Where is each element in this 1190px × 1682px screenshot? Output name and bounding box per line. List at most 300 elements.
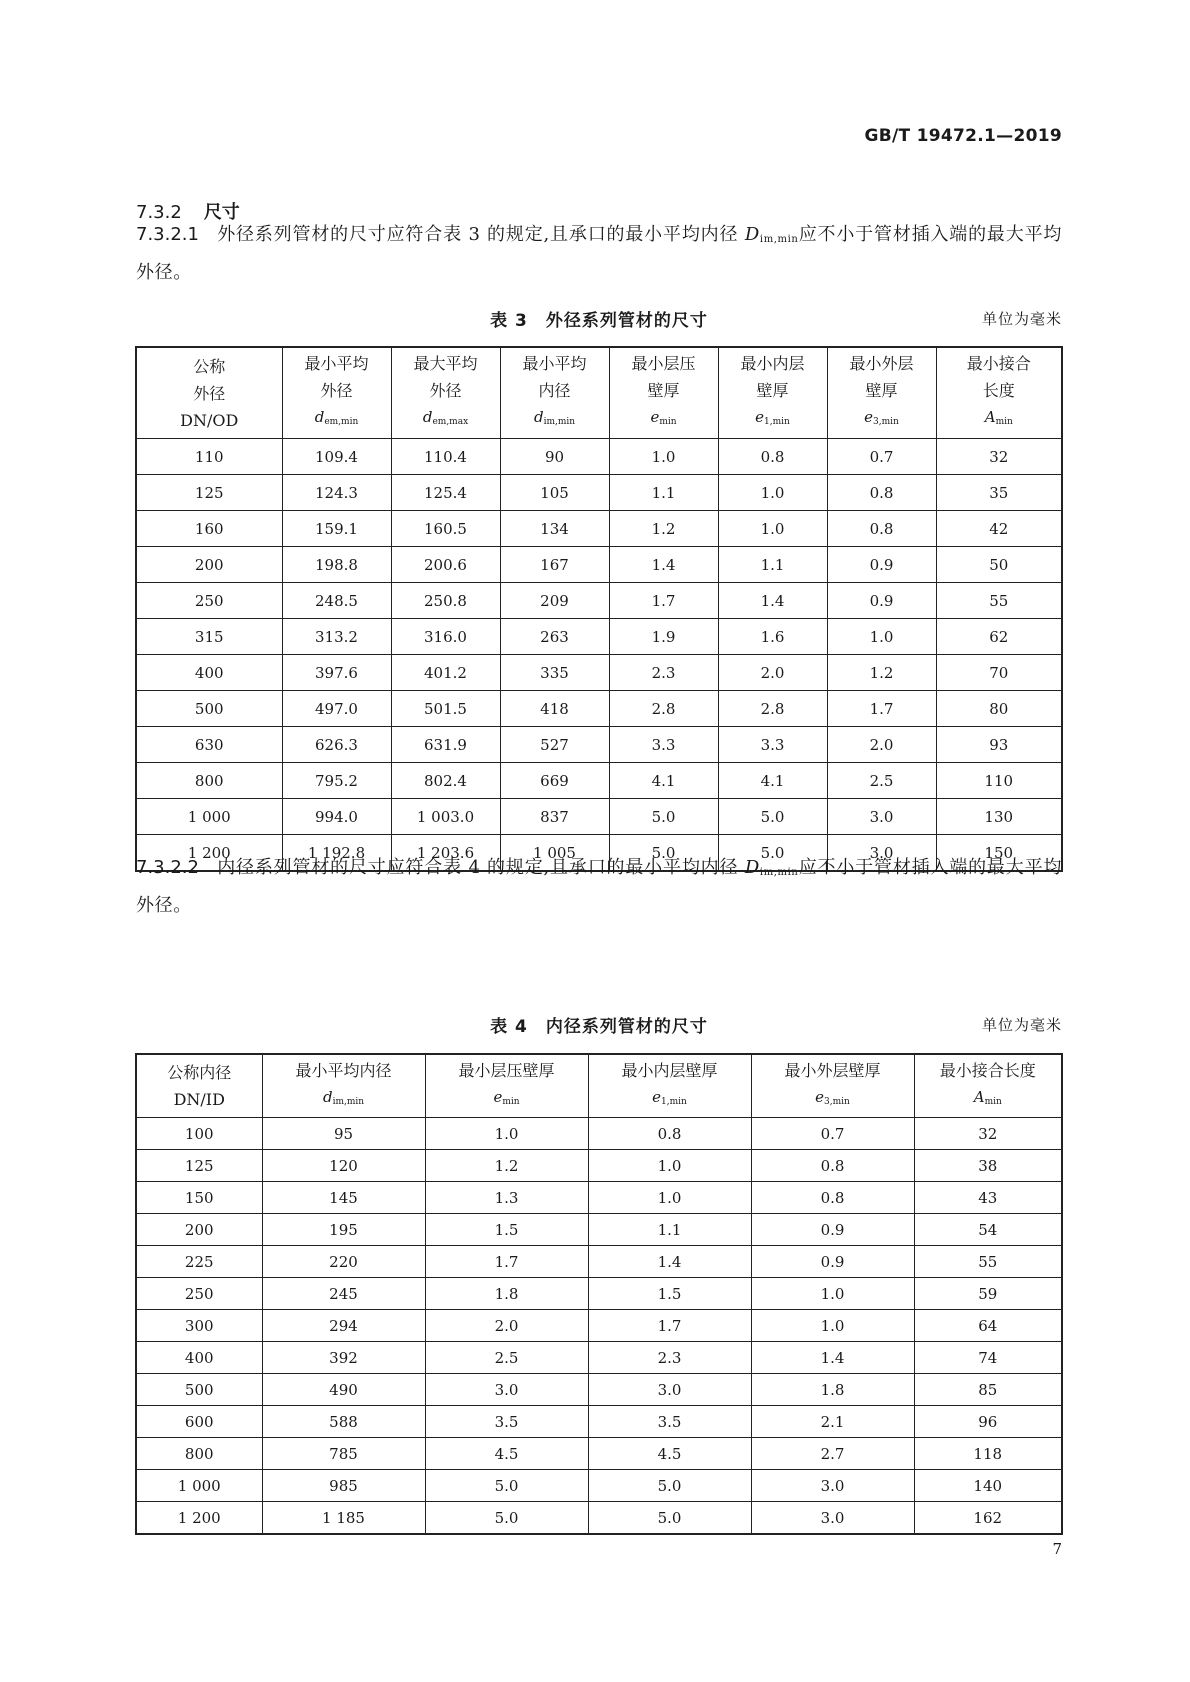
table-cell: 1 003.0 <box>391 799 500 835</box>
table-cell: 1 192.8 <box>282 835 391 872</box>
header-symbol <box>283 404 391 436</box>
symbol: d <box>533 408 544 426</box>
table-cell: 4.5 <box>425 1438 588 1470</box>
table-cell: 95 <box>262 1118 425 1150</box>
table3-unit: 单位为毫米 <box>981 310 1062 328</box>
symbol: d <box>422 408 433 426</box>
table-cell: 3.0 <box>827 835 936 872</box>
table-cell: 125 <box>136 1150 262 1182</box>
table-cell: 134 <box>500 511 609 547</box>
table-cell: 1.0 <box>751 1310 914 1342</box>
table-cell: 130 <box>936 799 1062 835</box>
table-cell: 1.0 <box>827 619 936 655</box>
header-label: 最小层压壁厚 <box>458 1060 555 1080</box>
paragraph-text-before: 内径系列管材的尺寸应符合表 4 的规定,且承口的最小平均内径 <box>216 857 745 878</box>
table-row <box>136 1406 1062 1438</box>
header-label: 长度 <box>982 381 1015 400</box>
symbol-subscript: min <box>502 1096 520 1107</box>
table-cell: 1.7 <box>609 583 718 619</box>
paragraph-text-after: 应不小于管材插入端的最大平均外径。 <box>136 857 1063 916</box>
header-label: 最小外层壁厚 <box>784 1060 881 1080</box>
table-cell: 5.0 <box>718 835 827 872</box>
table-cell: 1.7 <box>827 691 936 727</box>
table-row <box>136 1342 1062 1374</box>
symbol-subscript: im,min <box>543 417 576 427</box>
table-cell: 313.2 <box>282 619 391 655</box>
header-symbol <box>828 404 936 436</box>
table3-header-cell <box>282 347 391 439</box>
table-cell: 125 <box>136 475 282 511</box>
table-cell: 1 185 <box>262 1502 425 1535</box>
table-cell: 1.0 <box>751 1278 914 1310</box>
table-cell: 0.8 <box>588 1118 751 1150</box>
symbol-subscript: 3,min <box>873 417 899 427</box>
table-cell: 140 <box>914 1470 1062 1502</box>
table4-header-row <box>136 1054 1062 1118</box>
table3-body <box>136 439 1062 872</box>
table-row <box>136 691 1062 727</box>
table-cell: 1.0 <box>718 511 827 547</box>
table-cell: 80 <box>936 691 1062 727</box>
page-number: 7 <box>1052 1540 1062 1558</box>
table-cell: 418 <box>500 691 609 727</box>
table-cell: 4.1 <box>609 763 718 799</box>
table-cell: 316.0 <box>391 619 500 655</box>
table-cell: 118 <box>914 1438 1062 1470</box>
symbol: A <box>973 1087 985 1106</box>
header-label: 最小内层 <box>740 354 805 373</box>
table3-header-row <box>136 347 1062 439</box>
header-label: 最大平均 <box>413 354 478 373</box>
table-cell: 32 <box>914 1118 1062 1150</box>
table-row <box>136 511 1062 547</box>
header-label: 公称 <box>193 356 226 376</box>
header-symbol <box>501 404 609 436</box>
table-cell: 3.0 <box>588 1374 751 1406</box>
header-label: 最小平均内径 <box>295 1060 392 1080</box>
table-cell: 795.2 <box>282 763 391 799</box>
table-cell: 3.3 <box>718 727 827 763</box>
table-cell: 294 <box>262 1310 425 1342</box>
table-cell: 250 <box>136 583 282 619</box>
table-cell: 631.9 <box>391 727 500 763</box>
symbol: D <box>744 224 760 245</box>
table-cell: 2.5 <box>827 763 936 799</box>
table3-header-cell <box>136 347 282 439</box>
table-cell: 4.1 <box>718 763 827 799</box>
table-cell: 0.7 <box>827 439 936 475</box>
header-symbol <box>719 404 827 436</box>
table-cell: 1.0 <box>425 1118 588 1150</box>
table-cell: 200 <box>136 1214 262 1246</box>
table-cell: 32 <box>936 439 1062 475</box>
table-cell: 93 <box>936 727 1062 763</box>
paragraph-number: 7.3.2.2 <box>136 857 199 878</box>
table-cell: 0.8 <box>718 439 827 475</box>
table-cell: 3.0 <box>751 1470 914 1502</box>
table4-caption-row <box>136 1012 1062 1036</box>
table-cell: 159.1 <box>282 511 391 547</box>
table-cell: 1.0 <box>609 439 718 475</box>
table-cell: 588 <box>262 1406 425 1438</box>
table4 <box>135 1053 1063 1535</box>
symbol-subscript: im,min <box>759 234 799 245</box>
symbol-subscript: em,min <box>324 417 359 427</box>
symbol: A <box>984 408 996 426</box>
table-cell: 198.8 <box>282 547 391 583</box>
table-cell: 401.2 <box>391 655 500 691</box>
table-cell: 626.3 <box>282 727 391 763</box>
table-cell: 800 <box>136 1438 262 1470</box>
symbol: e <box>815 1087 825 1106</box>
symbol: D <box>744 857 760 878</box>
table-cell: 209 <box>500 583 609 619</box>
table-cell: 1.1 <box>718 547 827 583</box>
table-cell: 2.0 <box>827 727 936 763</box>
table-cell: 1 200 <box>136 835 282 872</box>
table-cell: 1.1 <box>609 475 718 511</box>
table-cell: 55 <box>936 583 1062 619</box>
table-cell: 800 <box>136 763 282 799</box>
paragraph-text-after: 应不小于管材插入端的最大平均外径。 <box>136 224 1063 283</box>
table-row <box>136 655 1062 691</box>
table4-header-cell <box>136 1054 262 1118</box>
symbol-subscript: 3,min <box>824 1096 850 1107</box>
symbol: d <box>322 1087 333 1106</box>
header-label: 最小内层壁厚 <box>621 1060 718 1080</box>
symbol-subscript: im,min <box>759 867 799 878</box>
table-cell: 1.4 <box>609 547 718 583</box>
table-cell: 497.0 <box>282 691 391 727</box>
table-cell: 1 203.6 <box>391 835 500 872</box>
table-cell: 5.0 <box>609 835 718 872</box>
table3-header-cell <box>827 347 936 439</box>
table-cell: 1.4 <box>751 1342 914 1374</box>
table-row <box>136 727 1062 763</box>
table-cell: 200 <box>136 547 282 583</box>
table-row <box>136 1278 1062 1310</box>
header-symbol <box>752 1084 914 1116</box>
header-label: 壁厚 <box>647 381 680 400</box>
table-cell: 225 <box>136 1246 262 1278</box>
header-label: DN/OD <box>180 410 239 430</box>
table4-unit: 单位为毫米 <box>981 1016 1062 1034</box>
table-row <box>136 1438 1062 1470</box>
table-cell: 1.2 <box>425 1150 588 1182</box>
table-cell: 400 <box>136 1342 262 1374</box>
table-cell: 1.8 <box>425 1278 588 1310</box>
paragraph-number: 7.3.2.1 <box>136 224 199 245</box>
table-cell: 1 005 <box>500 835 609 872</box>
table-cell: 2.0 <box>425 1310 588 1342</box>
table-cell: 837 <box>500 799 609 835</box>
table-cell: 0.7 <box>751 1118 914 1150</box>
table-row <box>136 1502 1062 1535</box>
table-cell: 162 <box>914 1502 1062 1535</box>
table-cell: 42 <box>936 511 1062 547</box>
table-cell: 35 <box>936 475 1062 511</box>
table-cell: 3.0 <box>751 1502 914 1535</box>
table-cell: 4.5 <box>588 1438 751 1470</box>
table-cell: 74 <box>914 1342 1062 1374</box>
table-cell: 54 <box>914 1214 1062 1246</box>
table-cell: 2.8 <box>609 691 718 727</box>
table-cell: 1.2 <box>609 511 718 547</box>
symbol: e <box>755 408 765 426</box>
header-symbol <box>263 1084 425 1116</box>
symbol: e <box>864 408 874 426</box>
header-label: 内径 <box>538 381 571 400</box>
table-cell: 785 <box>262 1438 425 1470</box>
header-label: 壁厚 <box>756 381 789 400</box>
table-cell: 5.0 <box>609 799 718 835</box>
symbol-subscript: 1,min <box>661 1096 687 1107</box>
table-row <box>136 1150 1062 1182</box>
table-cell: 62 <box>936 619 1062 655</box>
table3-header-cell <box>609 347 718 439</box>
table-cell: 985 <box>262 1470 425 1502</box>
table-cell: 110.4 <box>391 439 500 475</box>
table-row <box>136 799 1062 835</box>
table-cell: 55 <box>914 1246 1062 1278</box>
header-symbol <box>426 1084 588 1116</box>
table-cell: 248.5 <box>282 583 391 619</box>
table-cell: 2.8 <box>718 691 827 727</box>
header-label: 最小层压 <box>631 354 696 373</box>
table-cell: 150 <box>936 835 1062 872</box>
symbol: e <box>652 1087 662 1106</box>
table-cell: 1.3 <box>425 1182 588 1214</box>
table-cell: 2.5 <box>425 1342 588 1374</box>
symbol: e <box>650 408 660 426</box>
table-cell: 38 <box>914 1150 1062 1182</box>
table-cell: 1.5 <box>588 1278 751 1310</box>
symbol-subscript: 1,min <box>764 417 790 427</box>
table-cell: 200.6 <box>391 547 500 583</box>
table-row <box>136 1214 1062 1246</box>
paragraph-text-before: 外径系列管材的尺寸应符合表 3 的规定,且承口的最小平均内径 <box>216 224 745 245</box>
table-cell: 1 000 <box>136 799 282 835</box>
table-cell: 527 <box>500 727 609 763</box>
table-cell: 1 000 <box>136 1470 262 1502</box>
table-cell: 1.2 <box>827 655 936 691</box>
table-cell: 96 <box>914 1406 1062 1438</box>
table-cell: 120 <box>262 1150 425 1182</box>
table-cell: 124.3 <box>282 475 391 511</box>
table-cell: 335 <box>500 655 609 691</box>
table-cell: 5.0 <box>425 1470 588 1502</box>
table-cell: 2.3 <box>588 1342 751 1374</box>
table-cell: 1.0 <box>718 475 827 511</box>
table3-header-cell <box>718 347 827 439</box>
standard-number: GB/T 19472.1—2019 <box>864 126 1062 146</box>
table-cell: 392 <box>262 1342 425 1374</box>
paragraph-7-3-2-1 <box>136 218 1062 289</box>
table-cell: 220 <box>262 1246 425 1278</box>
table4-header-cell <box>262 1054 425 1118</box>
table-cell: 2.7 <box>751 1438 914 1470</box>
table-cell: 802.4 <box>391 763 500 799</box>
table3-caption: 表 3 外径系列管材的尺寸 <box>490 311 708 331</box>
table-cell: 100 <box>136 1118 262 1150</box>
header-label: 最小外层 <box>849 354 914 373</box>
table-cell: 1.4 <box>718 583 827 619</box>
table-row <box>136 763 1062 799</box>
table-cell: 0.9 <box>751 1214 914 1246</box>
table-row <box>136 583 1062 619</box>
table-cell: 3.5 <box>588 1406 751 1438</box>
table-cell: 109.4 <box>282 439 391 475</box>
header-label: 最小接合长度 <box>939 1060 1036 1080</box>
table-cell: 490 <box>262 1374 425 1406</box>
table-cell: 0.9 <box>827 583 936 619</box>
table-cell: 125.4 <box>391 475 500 511</box>
table-cell: 64 <box>914 1310 1062 1342</box>
table-cell: 1.0 <box>588 1182 751 1214</box>
header-label: 公称内径 <box>167 1063 232 1082</box>
symbol-subscript: im,min <box>332 1096 365 1107</box>
table-cell: 160 <box>136 511 282 547</box>
table-row <box>136 619 1062 655</box>
table3-caption-row <box>136 306 1062 330</box>
table-cell: 1.7 <box>588 1310 751 1342</box>
table-cell: 160.5 <box>391 511 500 547</box>
table-cell: 2.1 <box>751 1406 914 1438</box>
table-cell: 630 <box>136 727 282 763</box>
table4-header-cell <box>751 1054 914 1118</box>
table-cell: 0.9 <box>751 1246 914 1278</box>
paragraph-7-3-2-2 <box>136 851 1062 922</box>
clause-number: 7.3.2 <box>136 202 182 223</box>
table-cell: 167 <box>500 547 609 583</box>
symbol-subscript: min <box>995 417 1013 427</box>
header-label: 外径 <box>193 383 226 403</box>
table-cell: 1.0 <box>588 1150 751 1182</box>
table4-header-cell <box>425 1054 588 1118</box>
table-cell: 245 <box>262 1278 425 1310</box>
table-cell: 2.0 <box>718 655 827 691</box>
table-cell: 3.0 <box>425 1374 588 1406</box>
table-cell: 90 <box>500 439 609 475</box>
table-cell: 600 <box>136 1406 262 1438</box>
table-row <box>136 439 1062 475</box>
table-cell: 1.4 <box>588 1246 751 1278</box>
header-symbol <box>610 404 718 436</box>
table-cell: 59 <box>914 1278 1062 1310</box>
table-cell: 1.7 <box>425 1246 588 1278</box>
table-cell: 0.8 <box>751 1182 914 1214</box>
table3-header-cell <box>500 347 609 439</box>
header-label: 最小平均 <box>522 354 587 373</box>
header-label: 最小平均 <box>304 354 369 373</box>
table-cell: 1.9 <box>609 619 718 655</box>
table-row <box>136 1118 1062 1150</box>
table-cell: 400 <box>136 655 282 691</box>
table-cell: 250 <box>136 1278 262 1310</box>
table-cell: 501.5 <box>391 691 500 727</box>
table-cell: 397.6 <box>282 655 391 691</box>
header-symbol <box>937 404 1062 436</box>
table-cell: 85 <box>914 1374 1062 1406</box>
table-cell: 1 200 <box>136 1502 262 1535</box>
symbol: e <box>493 1087 503 1106</box>
table-cell: 1.8 <box>751 1374 914 1406</box>
table4-header-cell <box>588 1054 751 1118</box>
table-cell: 1.6 <box>718 619 827 655</box>
table-row <box>136 547 1062 583</box>
table-cell: 500 <box>136 1374 262 1406</box>
table-row <box>136 1246 1062 1278</box>
table-cell: 994.0 <box>282 799 391 835</box>
table-cell: 5.0 <box>588 1470 751 1502</box>
table4-body <box>136 1118 1062 1535</box>
table3-header-cell <box>391 347 500 439</box>
symbol-subscript: em,max <box>432 417 469 427</box>
table-row <box>136 475 1062 511</box>
table-cell: 105 <box>500 475 609 511</box>
table-cell: 3.5 <box>425 1406 588 1438</box>
table-cell: 3.0 <box>827 799 936 835</box>
table-cell: 5.0 <box>425 1502 588 1535</box>
table-cell: 5.0 <box>718 799 827 835</box>
table3-header-cell <box>936 347 1062 439</box>
table-cell: 195 <box>262 1214 425 1246</box>
table4-header-cell <box>914 1054 1062 1118</box>
header-label: 壁厚 <box>865 381 898 400</box>
table-cell: 300 <box>136 1310 262 1342</box>
header-symbol <box>915 1084 1062 1116</box>
table-cell: 0.8 <box>827 511 936 547</box>
table-cell: 70 <box>936 655 1062 691</box>
header-label: 最小接合 <box>966 354 1031 373</box>
header-label: DN/ID <box>173 1090 225 1109</box>
header-symbol <box>589 1084 751 1116</box>
table-cell: 315 <box>136 619 282 655</box>
table4-caption: 表 4 内径系列管材的尺寸 <box>490 1017 708 1037</box>
header-label: 外径 <box>429 381 462 400</box>
symbol-subscript: min <box>659 417 677 427</box>
table-cell: 1.5 <box>425 1214 588 1246</box>
table-row <box>136 1182 1062 1214</box>
header-symbol <box>392 404 500 436</box>
table-cell: 110 <box>136 439 282 475</box>
table-cell: 145 <box>262 1182 425 1214</box>
table-cell: 0.8 <box>827 475 936 511</box>
table3 <box>135 346 1063 872</box>
table-cell: 50 <box>936 547 1062 583</box>
table-cell: 263 <box>500 619 609 655</box>
table-cell: 110 <box>936 763 1062 799</box>
table-cell: 0.8 <box>751 1150 914 1182</box>
table-cell: 43 <box>914 1182 1062 1214</box>
symbol-subscript: min <box>984 1096 1002 1107</box>
table-cell: 669 <box>500 763 609 799</box>
table-row <box>136 1310 1062 1342</box>
table-cell: 5.0 <box>588 1502 751 1535</box>
symbol: d <box>314 408 325 426</box>
table-cell: 1.1 <box>588 1214 751 1246</box>
table-cell: 150 <box>136 1182 262 1214</box>
table-cell: 2.3 <box>609 655 718 691</box>
table-row <box>136 1470 1062 1502</box>
table-row <box>136 1374 1062 1406</box>
table-cell: 3.3 <box>609 727 718 763</box>
clause-title: 尺寸 <box>203 202 240 223</box>
header-label: 外径 <box>320 381 353 400</box>
table-cell: 250.8 <box>391 583 500 619</box>
table-cell: 500 <box>136 691 282 727</box>
table-cell: 0.9 <box>827 547 936 583</box>
